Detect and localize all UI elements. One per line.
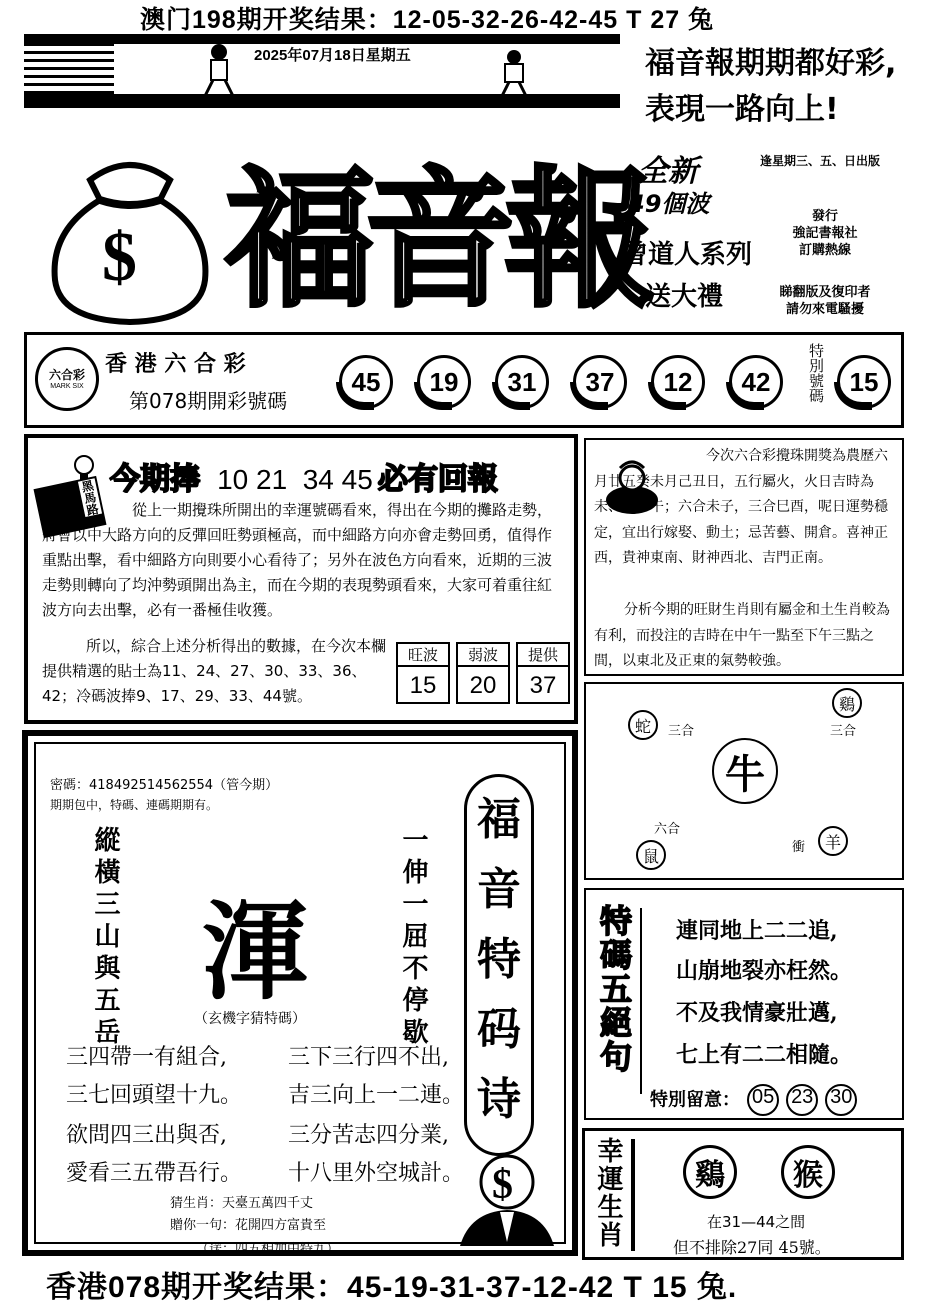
lucky-title: 幸運生肖 — [593, 1137, 623, 1249]
headline-suffix: 必有回報 — [377, 462, 498, 497]
number-ball: 37 — [573, 355, 627, 409]
password-line: 密碼：418492514562554（管今期） — [50, 778, 279, 793]
headline-numbers: 10 21 34 45 — [217, 464, 373, 495]
poem-title-char: 特 — [477, 934, 521, 985]
special-poem-line: 不及我情豪壯邁, — [676, 1000, 838, 1026]
bottom-result: 香港078期开奖结果：45-19-31-37-12-42 T 15 兔. — [46, 1271, 738, 1304]
dollar-man-icon — [450, 1152, 564, 1246]
warning-line: 請勿來電騷擾 — [785, 302, 864, 317]
poem-line-right: 吉三向上一二連。 — [288, 1083, 465, 1108]
right-vertical-verse: 一伸一屈不停歇 — [398, 826, 428, 1050]
publish-days: 逢星期三、五、日出版 — [760, 154, 881, 168]
slogan-line-2: 表現一路向上! — [645, 92, 839, 127]
poem-line-right: 三下三行四不出, — [288, 1045, 449, 1070]
gift-label: 送大禮 — [645, 282, 724, 312]
lucky-animal: 猴 — [781, 1145, 835, 1199]
wave-label: 49個波 — [628, 190, 710, 218]
zodiac-chart — [584, 682, 904, 880]
send-line: （送：四五相加中特九） — [196, 1242, 340, 1257]
tip-box — [516, 642, 570, 704]
note-line: 期期包中，特碼、連碼期期有。 — [50, 798, 219, 812]
almanac-paragraph-2: 分析今期的旺財生肖則有屬金和土生肖較為有利，而投注的吉時在中午一點至下午三點之間，以東北及正東的氣勢較強。 — [594, 602, 890, 669]
tip-box-label: 弱波 — [458, 644, 508, 667]
header-banner — [24, 30, 620, 110]
zodiac-snake: 蛇 — [628, 710, 658, 740]
lucky-divider — [631, 1139, 635, 1251]
recommend-body-2: 所以，綜合上述分析得出的數據，在今次本欄提供精選的貼士為11、24、27、30、33、36、42；冷碼波捧9、17、29、33、44號。 — [42, 637, 387, 705]
riddle-label: （玄機字猜特碼） — [194, 1011, 306, 1027]
zodiac-goat: 羊 — [818, 826, 848, 856]
poem-line-right: 三分苦志四分業, — [288, 1123, 449, 1148]
poem-title-char: 诗 — [477, 1074, 521, 1125]
issuer-line: 發行 — [811, 209, 838, 224]
draw-title: 香 港 六 合 彩 — [105, 352, 246, 377]
tip-box-label: 旺波 — [398, 644, 448, 667]
poem-title-char: 码 — [477, 1004, 521, 1055]
almanac-panel — [584, 438, 904, 676]
poem-panel — [34, 742, 566, 1257]
man-right-icon — [494, 48, 534, 98]
top-result: 澳门198期开奖结果：12-05-32-26-42-45 T 27 兔 — [140, 6, 715, 34]
mark-six-logo — [35, 347, 99, 411]
sanhe-right-label: 三合 — [830, 724, 857, 739]
number-ball: 12 — [651, 355, 705, 409]
svg-text:$: $ — [492, 1162, 513, 1208]
special-poem-line: 連同地上二二追, — [676, 918, 838, 944]
header-bar — [24, 34, 620, 44]
zodiac-rat: 鼠 — [636, 840, 666, 870]
almanac-text — [594, 444, 898, 572]
lucky-exclude: 但不排除27同 45號。 — [673, 1238, 831, 1257]
special-label: 特別號碼 — [807, 343, 825, 403]
gift-line: 贈你一句：花開四方富貴至 — [170, 1218, 327, 1233]
number-ball: 19 — [417, 355, 471, 409]
dark-horse-label: 黑馬路 — [78, 478, 101, 517]
recommend-panel — [24, 434, 578, 724]
number-ball: 31 — [495, 355, 549, 409]
book-stack-icon — [24, 44, 114, 94]
poem-panel-outer — [22, 730, 578, 1256]
attention-label: 特別留意： — [650, 1089, 740, 1111]
tip-box-value: 37 — [529, 672, 557, 699]
zodiac-rooster: 鷄 — [832, 688, 862, 718]
poem-line-left: 愛看三五帶吾行。 — [66, 1161, 243, 1186]
poem-title-char: 音 — [477, 864, 521, 915]
special-poem-divider — [640, 908, 642, 1094]
warning-line: 睇翻版及復印者 — [779, 285, 871, 300]
draw-subtitle: 第078期開彩號碼 — [129, 389, 288, 413]
issue-date: 2025年07月18日星期五 — [254, 47, 411, 64]
number-ball: 42 — [729, 355, 783, 409]
warning-block — [760, 284, 890, 318]
zodiac-ox: 牛 — [712, 738, 778, 804]
series-label: 曾道人系列 — [622, 240, 753, 270]
liuhe-label: 六合 — [654, 822, 681, 837]
lucky-animal: 鷄 — [683, 1145, 737, 1199]
draw-panel — [24, 332, 904, 428]
chong-label: 衝 — [792, 840, 806, 855]
poem-title-char: 福 — [477, 794, 521, 845]
special-poem-line: 山崩地裂亦枉然。 — [676, 958, 853, 984]
new-label: 全新 — [638, 154, 698, 189]
special-poem-line: 七上有二二相隨。 — [676, 1042, 853, 1068]
poem-line-left: 三七回頭望十九。 — [66, 1083, 243, 1108]
svg-text:$: $ — [102, 219, 137, 296]
tip-box — [396, 642, 450, 704]
special-poem-title: 特碼五絕句 — [595, 904, 633, 1074]
left-vertical-verse: 縱橫三山與五岳 — [90, 826, 120, 1050]
issuer-block — [770, 208, 880, 259]
poem-line-left: 三四帶一有組合, — [66, 1045, 227, 1070]
poem-line-right: 十八里外空城計。 — [288, 1161, 465, 1186]
almanac-paragraph: 今次六合彩攪珠開獎為農歷六月廿五癸未月己丑日，五行屬火，火日吉時為未、卯、午；六合未子，三合巳酉，呢日運勢穩定，宜出行嫁娶、動土；忌苦藝、開倉。喜神正西，貴神東南、財神西北、吉門正南。 — [594, 448, 888, 566]
man-left-icon — [199, 42, 239, 97]
mark-six-logo-text: 六合彩 — [48, 368, 85, 382]
masthead-logo: 福音報 — [225, 152, 646, 328]
big-riddle-char: 渾 — [202, 889, 308, 1014]
tip-box — [456, 642, 510, 704]
lucky-range: 在31—44之間 — [707, 1213, 806, 1231]
issuer-line: 強記書報社 — [792, 226, 858, 241]
mark-six-logo-sub: MARK SIX — [50, 383, 84, 390]
recommend-headline — [110, 454, 498, 498]
number-ball: 45 — [339, 355, 393, 409]
attention-row — [650, 1084, 857, 1116]
tip-box-value: 20 — [469, 672, 497, 699]
attention-number: 23 — [786, 1084, 818, 1116]
slogan-line-1: 福音報期期都好彩, — [645, 46, 897, 81]
tip-box-label: 提供 — [518, 644, 568, 667]
special-number-ball: 15 — [837, 355, 891, 409]
attention-number: 30 — [825, 1084, 857, 1116]
sanhe-left-label: 三合 — [668, 724, 695, 739]
guess-line: 猜生肖：天臺五萬四千丈 — [170, 1196, 314, 1211]
attention-number: 05 — [747, 1084, 779, 1116]
recommend-body: 從上一期攪珠所開出的幸運號碼看來，得出在今期的攤路走勢，將會以中大路方向的反彈回旺勢頭極高，而中細路方向亦會走勢回勇，值得作重點出擊，看中細路方向則要小心看待了；另外在波色方向看來，近期的三波走勢則轉向了均沖勢頭開出為主，而在今期的表現勢頭看來，大家可着重往紅波方向去出擊，必有一番極佳收獲。 — [42, 501, 553, 619]
poem-title-column — [464, 774, 534, 1156]
issuer-line: 訂購熱線 — [798, 243, 851, 258]
tip-box-value: 15 — [409, 672, 437, 699]
special-poem-panel — [584, 888, 904, 1120]
headline-prefix: 今期捧 — [110, 462, 200, 497]
lucky-panel — [582, 1128, 904, 1260]
money-bag-icon — [30, 140, 230, 330]
poem-line-left: 欲問四三出與否, — [66, 1123, 227, 1148]
